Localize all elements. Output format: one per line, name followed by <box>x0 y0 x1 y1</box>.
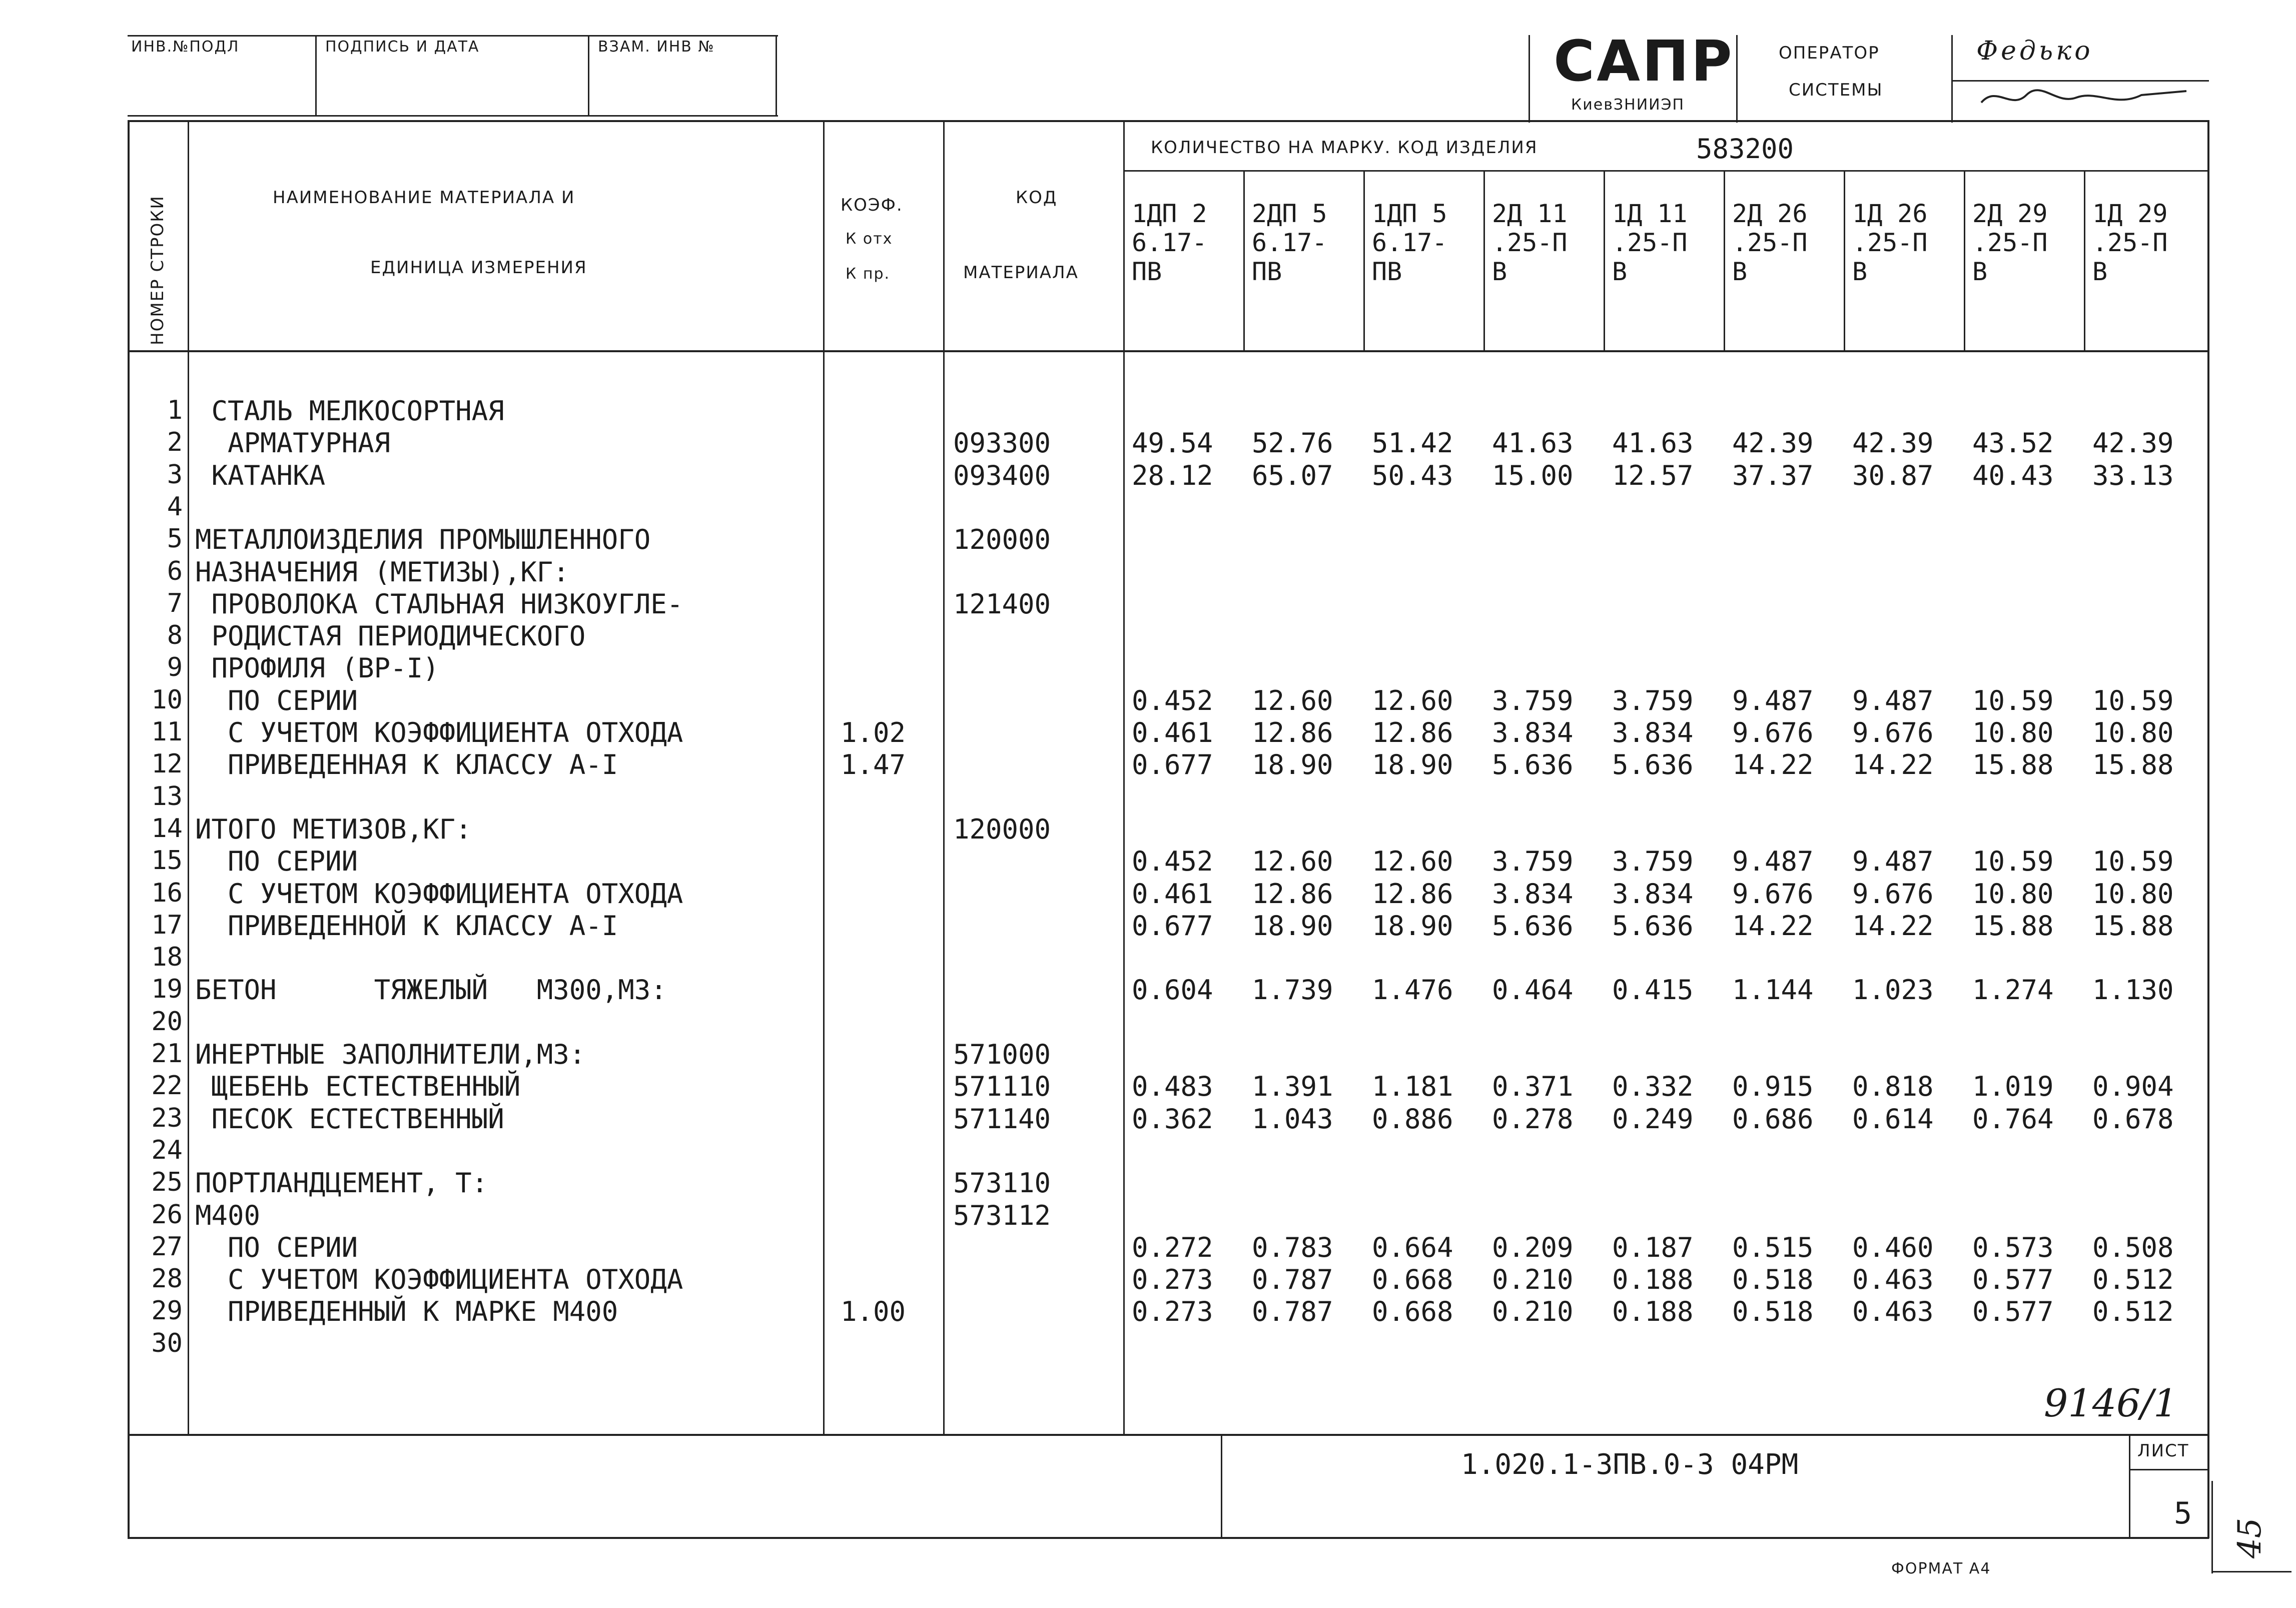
quantity-cell: 9.676 <box>1732 878 1814 910</box>
row-number: 29 <box>151 1296 183 1326</box>
quantity-cell: 14.22 <box>1732 910 1814 942</box>
quantity-cell: 1.043 <box>1252 1103 1333 1135</box>
material-code: 571110 <box>953 1071 1051 1102</box>
quantity-cell: 0.573 <box>1972 1232 2054 1263</box>
quantity-cell: 0.332 <box>1612 1071 1694 1102</box>
quantity-cell: 65.07 <box>1252 460 1333 491</box>
quantity-cell: 12.86 <box>1372 878 1453 910</box>
quantity-cell: 0.818 <box>1852 1071 1934 1102</box>
quantity-cell: 0.209 <box>1492 1232 1574 1263</box>
quantity-cell: 0.886 <box>1372 1103 1453 1135</box>
quantity-cell: 0.464 <box>1492 974 1574 1006</box>
material-name: МЕТАЛЛОИЗДЕЛИЯ ПРОМЫШЛЕННОГО <box>195 524 651 555</box>
quantity-cell: 43.52 <box>1972 427 2054 459</box>
quantity-cell: 0.483 <box>1132 1071 1213 1102</box>
material-name: ПРИВЕДЕННЫЙ К МАРКЕ М400 <box>195 1296 618 1327</box>
quantity-cell: 0.686 <box>1732 1103 1814 1135</box>
quantity-cell: 0.278 <box>1492 1103 1574 1135</box>
quantity-cell: 0.668 <box>1372 1296 1453 1327</box>
material-name: КАТАНКА <box>195 460 326 491</box>
margin-number: 45 <box>2231 1517 2268 1558</box>
mark-header: 2Д 11 .25-П В <box>1492 199 1568 286</box>
quantity-cell: 0.188 <box>1612 1264 1694 1295</box>
row-number: 21 <box>151 1039 183 1069</box>
quantity-cell: 15.88 <box>1972 749 2054 780</box>
row-number: 30 <box>151 1328 183 1358</box>
row-number: 11 <box>151 717 183 747</box>
quantity-cell: 10.80 <box>2092 878 2174 910</box>
quantity-cell: 12.60 <box>1252 685 1333 716</box>
row-number: 8 <box>167 620 183 650</box>
quantity-cell: 0.518 <box>1732 1264 1814 1295</box>
material-name: С УЧЕТОМ КОЭФФИЦИЕНТА ОТХОДА <box>195 878 683 910</box>
row-number: 15 <box>151 846 183 876</box>
header-quantity-title: КОЛИЧЕСТВО НА МАРКУ. КОД ИЗДЕЛИЯ <box>1151 138 1538 158</box>
quantity-cell: 18.90 <box>1252 749 1333 780</box>
quantity-cell: 1.019 <box>1972 1071 2054 1102</box>
quantity-cell: 12.60 <box>1252 846 1333 877</box>
material-name: АРМАТУРНАЯ <box>195 427 391 459</box>
header-material-name-2: ЕДИНИЦА ИЗМЕРЕНИЯ <box>370 258 587 278</box>
format-label: ФОРМАТ А4 <box>1891 1560 1991 1577</box>
row-number: 16 <box>151 878 183 908</box>
header-coef-3: К пр. <box>846 265 891 283</box>
quantity-cell: 0.677 <box>1132 749 1213 780</box>
quantity-cell: 3.759 <box>1612 685 1694 716</box>
quantity-cell: 42.39 <box>1852 427 1934 459</box>
quantity-cell: 0.783 <box>1252 1232 1333 1263</box>
mark-header: 1Д 11 .25-П В <box>1612 199 1688 286</box>
quantity-cell: 10.80 <box>1972 878 2054 910</box>
quantity-cell: 0.249 <box>1612 1103 1694 1135</box>
quantity-cell: 9.676 <box>1852 717 1934 748</box>
quantity-cell: 0.461 <box>1132 717 1213 748</box>
quantity-cell: 30.87 <box>1852 460 1934 491</box>
material-name: ПРИВЕДЕННАЯ К КЛАССУ А-I <box>195 749 618 780</box>
material-name: БЕТОН ТЯЖЕЛЫЙ М300,М3: <box>195 974 667 1006</box>
row-number: 9 <box>167 652 183 682</box>
quantity-cell: 1.739 <box>1252 974 1333 1006</box>
quantity-cell: 10.59 <box>2092 846 2174 877</box>
quantity-cell: 9.487 <box>1732 846 1814 877</box>
quantity-cell: 28.12 <box>1132 460 1213 491</box>
material-code: 093400 <box>953 460 1051 491</box>
material-name: РОДИСТАЯ ПЕРИОДИЧЕСКОГО <box>195 620 586 652</box>
quantity-cell: 15.88 <box>2092 910 2174 942</box>
quantity-cell: 0.272 <box>1132 1232 1213 1263</box>
stamp-system-label: СИСТЕМЫ <box>1789 80 1883 100</box>
quantity-cell: 0.452 <box>1132 685 1213 716</box>
mark-header: 2Д 26 .25-П В <box>1732 199 1808 286</box>
quantity-cell: 3.834 <box>1612 878 1694 910</box>
quantity-cell: 0.604 <box>1132 974 1213 1006</box>
quantity-cell: 12.60 <box>1372 846 1453 877</box>
quantity-cell: 0.508 <box>2092 1232 2174 1263</box>
row-number: 23 <box>151 1103 183 1133</box>
quantity-cell: 0.273 <box>1132 1296 1213 1327</box>
quantity-cell: 5.636 <box>1612 910 1694 942</box>
quantity-cell: 10.80 <box>2092 717 2174 748</box>
sheet-number: 5 <box>2174 1496 2192 1531</box>
row-number: 10 <box>151 685 183 715</box>
stamp-inv-podl: ИНВ.№ПОДЛ <box>131 38 240 56</box>
row-number: 6 <box>167 556 183 586</box>
coefficient: 1.02 <box>841 717 906 748</box>
row-number: 27 <box>151 1232 183 1262</box>
quantity-cell: 3.759 <box>1612 846 1694 877</box>
row-number: 2 <box>167 427 183 457</box>
quantity-cell: 3.759 <box>1492 685 1574 716</box>
quantity-cell: 0.577 <box>1972 1296 2054 1327</box>
quantity-cell: 49.54 <box>1132 427 1213 459</box>
quantity-cell: 0.512 <box>2092 1296 2174 1327</box>
mark-header: 1ДП 2 6.17- ПВ <box>1132 199 1207 286</box>
row-number: 5 <box>167 524 183 554</box>
quantity-cell: 0.210 <box>1492 1264 1574 1295</box>
material-code: 120000 <box>953 814 1051 845</box>
material-code: 573110 <box>953 1167 1051 1199</box>
quantity-cell: 15.88 <box>2092 749 2174 780</box>
material-code: 093300 <box>953 427 1051 459</box>
quantity-cell: 50.43 <box>1372 460 1453 491</box>
row-number: 3 <box>167 460 183 490</box>
mark-header: 2Д 29 .25-П В <box>1972 199 2048 286</box>
quantity-cell: 1.144 <box>1732 974 1814 1006</box>
quantity-cell: 0.512 <box>2092 1264 2174 1295</box>
stamp-podpis-data: ПОДПИСЬ И ДАТА <box>325 38 480 56</box>
quantity-cell: 18.90 <box>1372 910 1453 942</box>
quantity-cell: 0.787 <box>1252 1264 1333 1295</box>
quantity-cell: 9.487 <box>1852 685 1934 716</box>
header-coef-1: КОЭФ. <box>841 195 903 215</box>
header-coef-2: К отх <box>846 230 893 248</box>
coefficient: 1.47 <box>841 749 906 780</box>
row-number: 19 <box>151 974 183 1004</box>
quantity-cell: 0.764 <box>1972 1103 2054 1135</box>
quantity-cell: 3.834 <box>1612 717 1694 748</box>
operator-signature <box>1976 80 2196 115</box>
quantity-cell: 9.487 <box>1852 846 1934 877</box>
quantity-cell: 0.677 <box>1132 910 1213 942</box>
mark-header: 1Д 26 .25-П В <box>1852 199 1928 286</box>
quantity-cell: 1.181 <box>1372 1071 1453 1102</box>
header-code-2: МАТЕРИАЛА <box>963 263 1079 283</box>
handwritten-number: 9146/1 <box>2044 1381 2178 1425</box>
material-name: ИТОГО МЕТИЗОВ,КГ: <box>195 814 472 845</box>
quantity-cell: 10.59 <box>1972 846 2054 877</box>
quantity-cell: 12.60 <box>1372 685 1453 716</box>
quantity-cell: 0.518 <box>1732 1296 1814 1327</box>
material-name: ПОРТЛАНДЦЕМЕНТ, Т: <box>195 1167 488 1199</box>
quantity-cell: 0.577 <box>1972 1264 2054 1295</box>
material-name: ПРИВЕДЕННОЙ К КЛАССУ А-I <box>195 910 618 942</box>
quantity-cell: 42.39 <box>2092 427 2174 459</box>
quantity-cell: 3.759 <box>1492 846 1574 877</box>
row-number: 17 <box>151 910 183 940</box>
stamp-org: КиевЗНИИЭП <box>1571 96 1685 114</box>
row-number: 22 <box>151 1071 183 1101</box>
quantity-cell: 52.76 <box>1252 427 1333 459</box>
row-number: 28 <box>151 1264 183 1294</box>
material-name: НАЗНАЧЕНИЯ (МЕТИЗЫ),КГ: <box>195 556 569 588</box>
quantity-cell: 3.834 <box>1492 878 1574 910</box>
quantity-cell: 12.57 <box>1612 460 1694 491</box>
quantity-cell: 0.614 <box>1852 1103 1934 1135</box>
quantity-cell: 0.188 <box>1612 1296 1694 1327</box>
quantity-cell: 10.59 <box>1972 685 2054 716</box>
quantity-cell: 5.636 <box>1492 749 1574 780</box>
quantity-cell: 0.461 <box>1132 878 1213 910</box>
quantity-cell: 0.668 <box>1372 1264 1453 1295</box>
quantity-cell: 0.452 <box>1132 846 1213 877</box>
quantity-cell: 0.415 <box>1612 974 1694 1006</box>
material-code: 573112 <box>953 1200 1051 1231</box>
doc-code: 1.020.1-3ПВ.0-3 04РМ <box>1461 1448 1799 1481</box>
quantity-cell: 14.22 <box>1852 749 1934 780</box>
quantity-cell: 10.59 <box>2092 685 2174 716</box>
material-name: ПО СЕРИИ <box>195 846 358 877</box>
quantity-cell: 41.63 <box>1612 427 1694 459</box>
quantity-cell: 0.904 <box>2092 1071 2174 1102</box>
quantity-cell: 15.88 <box>1972 910 2054 942</box>
mark-header: 1ДП 5 6.17- ПВ <box>1372 199 1447 286</box>
quantity-cell: 0.787 <box>1252 1296 1333 1327</box>
mark-header: 2ДП 5 6.17- ПВ <box>1252 199 1327 286</box>
quantity-cell: 51.42 <box>1372 427 1453 459</box>
row-number: 13 <box>151 781 183 812</box>
header-row-number: НОМЕР СТРОКИ <box>148 195 168 345</box>
quantity-cell: 0.664 <box>1372 1232 1453 1263</box>
row-number: 24 <box>151 1135 183 1165</box>
material-name: ПРОФИЛЯ (ВР-I) <box>195 652 439 684</box>
material-code: 571140 <box>953 1103 1051 1135</box>
quantity-cell: 0.273 <box>1132 1264 1213 1295</box>
row-number: 25 <box>151 1167 183 1197</box>
quantity-cell: 10.80 <box>1972 717 2054 748</box>
quantity-cell: 3.834 <box>1492 717 1574 748</box>
quantity-cell: 14.22 <box>1732 749 1814 780</box>
quantity-cell: 1.023 <box>1852 974 1934 1006</box>
quantity-cell: 18.90 <box>1252 910 1333 942</box>
header-code-1: КОД <box>1016 188 1058 208</box>
quantity-cell: 33.13 <box>2092 460 2174 491</box>
stamp-operator-label: ОПЕРАТОР <box>1779 43 1880 63</box>
quantity-cell: 1.130 <box>2092 974 2174 1006</box>
quantity-cell: 18.90 <box>1372 749 1453 780</box>
quantity-cell: 9.487 <box>1732 685 1814 716</box>
material-name: ПО СЕРИИ <box>195 685 358 716</box>
quantity-cell: 0.371 <box>1492 1071 1574 1102</box>
quantity-cell: 14.22 <box>1852 910 1934 942</box>
material-name: СТАЛЬ МЕЛКОСОРТНАЯ <box>195 395 504 427</box>
row-number: 26 <box>151 1200 183 1230</box>
material-name: М400 <box>195 1200 261 1231</box>
row-number: 1 <box>167 395 183 425</box>
material-name: С УЧЕТОМ КОЭФФИЦИЕНТА ОТХОДА <box>195 1264 683 1295</box>
quantity-cell: 0.463 <box>1852 1296 1934 1327</box>
quantity-cell: 0.915 <box>1732 1071 1814 1102</box>
quantity-cell: 12.86 <box>1252 717 1333 748</box>
quantity-cell: 0.515 <box>1732 1232 1814 1263</box>
header-material-name-1: НАИМЕНОВАНИЕ МАТЕРИАЛА И <box>273 188 575 208</box>
sapr-title: САПР <box>1554 29 1734 94</box>
material-name: ПЕСОК ЕСТЕСТВЕННЫЙ <box>195 1103 504 1135</box>
quantity-cell: 0.187 <box>1612 1232 1694 1263</box>
quantity-cell: 1.274 <box>1972 974 2054 1006</box>
quantity-cell: 12.86 <box>1372 717 1453 748</box>
quantity-cell: 42.39 <box>1732 427 1814 459</box>
quantity-cell: 37.37 <box>1732 460 1814 491</box>
row-number: 18 <box>151 942 183 972</box>
quantity-cell: 0.460 <box>1852 1232 1934 1263</box>
material-name: ЩЕБЕНЬ ЕСТЕСТВЕННЫЙ <box>195 1071 521 1102</box>
row-number: 4 <box>167 492 183 522</box>
operator-name: Федько <box>1976 36 2093 66</box>
material-name: С УЧЕТОМ КОЭФФИЦИЕНТА ОТХОДА <box>195 717 683 748</box>
quantity-cell: 5.636 <box>1612 749 1694 780</box>
quantity-cell: 0.362 <box>1132 1103 1213 1135</box>
quantity-cell: 0.678 <box>2092 1103 2174 1135</box>
mark-header: 1Д 29 .25-П В <box>2092 199 2168 286</box>
quantity-cell: 40.43 <box>1972 460 2054 491</box>
coefficient: 1.00 <box>841 1296 906 1327</box>
row-number: 20 <box>151 1007 183 1037</box>
quantity-cell: 12.86 <box>1252 878 1333 910</box>
quantity-cell: 9.676 <box>1852 878 1934 910</box>
quantity-cell: 1.476 <box>1372 974 1453 1006</box>
quantity-cell: 41.63 <box>1492 427 1574 459</box>
row-number: 7 <box>167 588 183 618</box>
row-number: 12 <box>151 749 183 779</box>
material-name: ИНЕРТНЫЕ ЗАПОЛНИТЕЛИ,М3: <box>195 1039 586 1070</box>
quantity-cell: 0.210 <box>1492 1296 1574 1327</box>
quantity-cell: 15.00 <box>1492 460 1574 491</box>
material-code: 121400 <box>953 588 1051 620</box>
row-number: 14 <box>151 814 183 844</box>
material-name: ПО СЕРИИ <box>195 1232 358 1263</box>
material-name: ПРОВОЛОКА СТАЛЬНАЯ НИЗКОУГЛЕ- <box>195 588 683 620</box>
material-code: 120000 <box>953 524 1051 555</box>
quantity-cell: 1.391 <box>1252 1071 1333 1102</box>
quantity-cell: 9.676 <box>1732 717 1814 748</box>
quantity-cell: 5.636 <box>1492 910 1574 942</box>
stamp-vzam-inv: ВЗАМ. ИНВ № <box>598 38 715 56</box>
material-code: 571000 <box>953 1039 1051 1070</box>
header-product-code: 583200 <box>1696 133 1794 165</box>
quantity-cell: 0.463 <box>1852 1264 1934 1295</box>
sheet-label: ЛИСТ <box>2137 1441 2189 1461</box>
